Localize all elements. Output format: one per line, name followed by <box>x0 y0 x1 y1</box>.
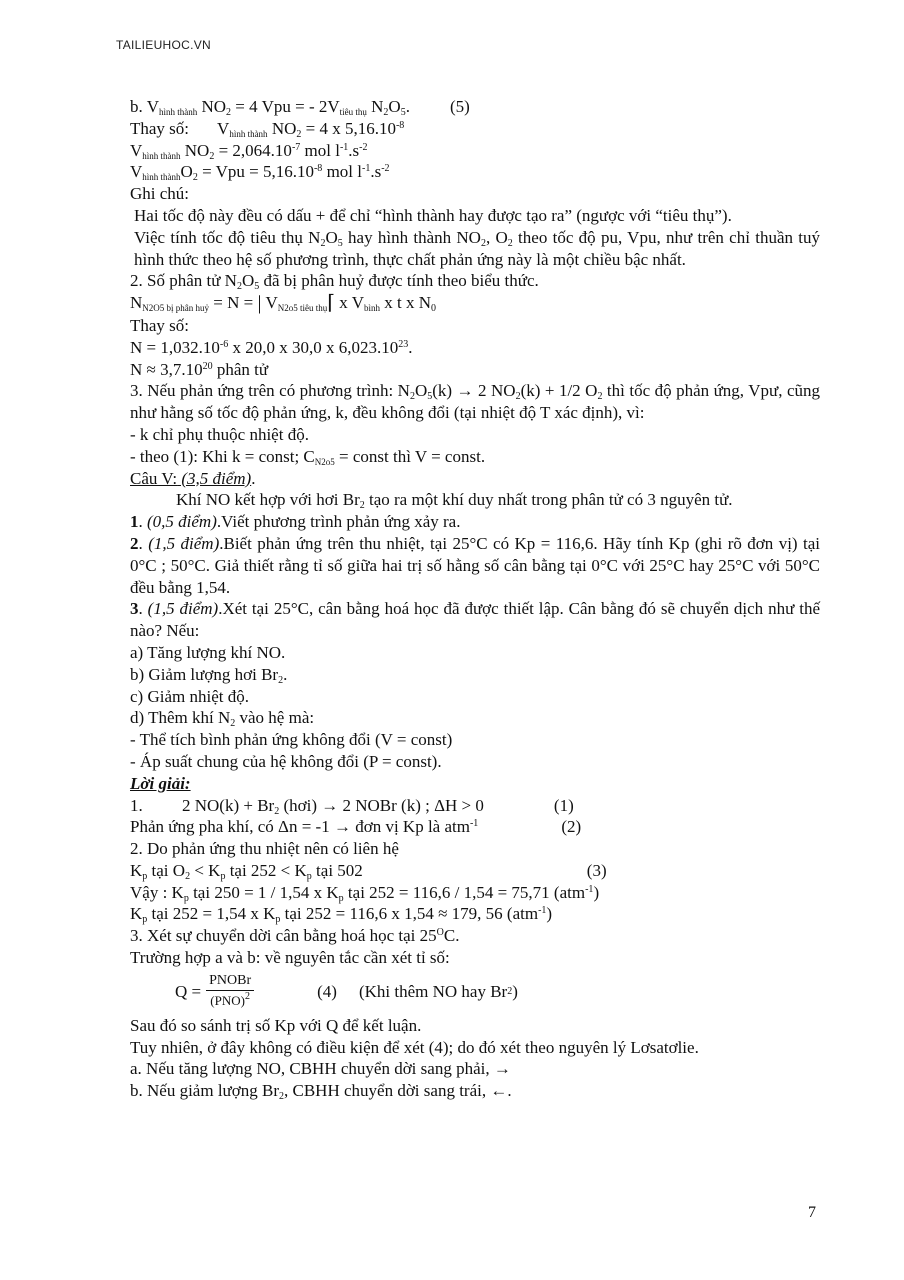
reason-2: - theo (1): Khi k = const; $C_{N2o5}$ = const thì V = const. <box>130 446 486 467</box>
reason-1: - k chỉ phụ thuộc nhiệt độ. <box>130 424 309 444</box>
solution-relation: $K_p$ tại $O_2 < K_p$ tại $252 < K_p$ tại 502 (3) <box>130 860 607 882</box>
page-number: 7 <box>808 1204 816 1221</box>
option-c: c) Giảm nhiệt độ. <box>130 686 249 706</box>
site-header: TAILIEUHOC.VN <box>116 38 212 52</box>
n-result: $N \approx 3,7.10^{20}$ phân tử <box>130 359 269 379</box>
reaction-quotient-equation: Q = $\frac{\text{PNOBr}}{(PNO)^2}$ (4) (Khi thêm NO hay Br 2 ) <box>130 969 820 1015</box>
solution-heading: Lời giải: <box>130 773 191 793</box>
molecule-count-formula: $N_{N2O5 bị phân huỷ} = N$ = | $V_{N2o5 tiêu thụ}⌈$ x $V_{bình}$ x t x $N_0$ <box>130 292 437 315</box>
no2-rate-result: $V_{hình thành}$ $NO_2 = 2,064.10^{-7}$ mol $l^{-1}.s^{-2}$ <box>130 140 368 162</box>
solution-case-b: b. Nếu giảm lượng $Br_2$, CBHH chuyển dời sang trái, ←. <box>130 1081 512 1103</box>
note-heading: Ghi chú: <box>130 184 190 204</box>
option-d-2: - Áp suất chung của hệ không đổi (P = const). <box>130 751 442 771</box>
substitution-line: Thay số: $V_{hình thành}$ $NO_2 = 4$ x $5,16.10^{-8}$ <box>130 118 405 140</box>
question-5-intro: Khí NO kết hợp với hơi $Br_2$ tạo ra một khí duy nhất trong phân tử có 3 nguyên tử. <box>176 490 733 512</box>
option-d: d) Thêm khí $N_2$ vào hệ mà: <box>130 708 315 730</box>
solution-kp-0c: Vậy : $K_p$ tại 250 = 1 / 1,54 x $K_p$ tại 252 = 116,6 / 1,54 = 75,71 (atm$^{-1}$) <box>130 882 600 904</box>
o2-rate-result: $V_{hình thành}O_2$ = Vpu = $5,16.10^{-8}$ mol $l^{-1}.s^{-2}$ <box>130 162 390 184</box>
note-paragraph-1: Hai tốc độ này đều có dấu + để chỉ “hình thành hay được tạo ra” (ngược với “tiêu thụ”). <box>134 205 732 225</box>
equation-number: (5) <box>449 97 470 116</box>
section-2-heading: 2. Số phân tử $N_2O_5$ đã bị phân huỷ được tính theo biểu thức. <box>130 271 539 293</box>
solution-case-a: a. Nếu tăng lượng NO, CBHH chuyển dời sang phải, → <box>130 1059 511 1079</box>
rate-formation-line: b. $V_{hình thành}$ $NO_2 = 4$ Vpu = - $2V_{tiêu thụ}$ $N_2O_5$. (5) <box>130 97 470 118</box>
solution-kp-50c: $K_p$ tại 252 = 1,54 x $K_p$ tại 252 = 116,6 x 1,54 ≈ 179, 56 (atm$^{-1}$) <box>130 904 553 926</box>
solution-units: Phản ứng pha khí, có Δn = -1 → đơn vị Kp là atm$^{-1}$ (2) <box>130 817 582 837</box>
solution-compare: Sau đó so sánh trị số Kp với Q để kết luận. <box>130 1015 422 1035</box>
question-5-part-3: 3. (1,5 điểm).Xét tại 25°C, cân bằng hoá học đã được thiết lập. Cân bằng đó sẽ chuyển dịch như thế nào? Nếu: <box>130 599 820 641</box>
solution-reaction: 1. 2 $NO(k) + Br_2$ (hơi) → 2 NOBr (k) ; ΔH > 0 (1) <box>130 795 574 817</box>
option-d-1: - Thể tích bình phản ứng không đổi (V = const) <box>130 730 453 750</box>
document-body <box>130 96 820 1102</box>
n-calculation: $N = 1,032.10^{-6}$ x 20,0 x 30,0 x 6,023.10$^{23}$. <box>130 337 413 357</box>
question-5-part-1: 1. (0,5 điểm).Viết phương trình phản ứng xảy ra. <box>130 512 461 532</box>
section-3-paragraph: 3. Nếu phản ứng trên có phương trình: $N_2O_5(k) \to 2$ $NO_2(k) + 1/2$ $O_2$ thì tốc độ phản ứng, Vpư, cũng như hằng số tốc độ phản ứng, k, đều không đổi (tại nhiệt độ T xác định), vì: <box>130 381 821 423</box>
solution-cases: Trường hợp a và b: về nguyên tắc cần xét tỉ số: <box>130 948 450 968</box>
substitution-heading-2: Thay số: <box>130 315 190 335</box>
reaction-quotient-fraction: $\frac{\text{PNOBr}}{(PNO)^2}$ <box>205 972 255 1011</box>
solution-part-3-heading: 3. Xét sự chuyển dời cân bằng hoá học tại $25^OC$. <box>130 926 460 946</box>
option-b: b) Giảm lượng hơi $Br_2$. <box>130 664 288 686</box>
question-5-heading: Câu V: (3,5 điểm). <box>130 468 256 488</box>
question-5-part-2: 2. (1,5 điểm).Biết phản ứng trên thu nhiệt, tại 25°C có Kp = 116,6. Hãy tính Kp (ghi rõ đơn vị) tại 0°C ; 50°C. Giả thiết rằng tỉ số giữa hai trị số hằng số cân bằng tại 0°C với 25°C hay 25°C với 50°C đều bằng 1,54. <box>130 533 821 597</box>
solution-relation-heading: 2. Do phản ứng thu nhiệt nên có liên hệ <box>130 839 399 859</box>
solution-principle: Tuy nhiên, ở đây không có điều kiện để xét (4); do đó xét theo nguyên lý Lơsatơlie. <box>130 1037 699 1057</box>
option-a: a) Tăng lượng khí NO. <box>130 642 286 662</box>
note-paragraph-2: Việc tính tốc độ tiêu thụ $N_2O_5$ hay hình thành $NO_2$, $O_2$ theo tốc độ pu, Vpu, như trên chỉ thuần tuý hình thức theo hệ số phương trình, thực chất phản ứng này là một chiều bậc nhất. <box>134 227 820 269</box>
